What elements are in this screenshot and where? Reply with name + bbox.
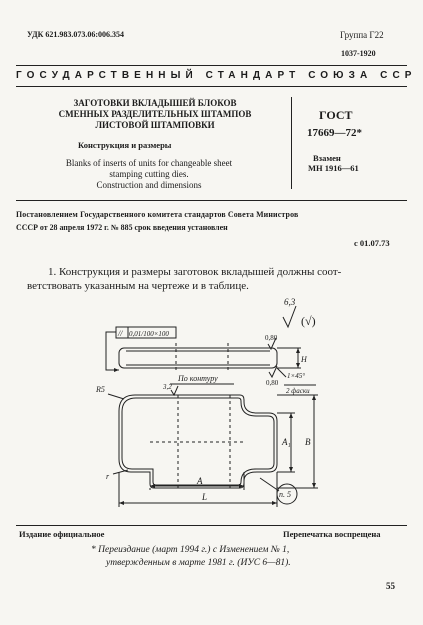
group-code: Группа Г22 [340, 30, 384, 40]
subtitle-russian: Конструкция и размеры [78, 140, 172, 150]
reissue-line-2: утвержденным в марте 1981 г. (ИУС 6—81). [106, 558, 291, 568]
roughness-top: 0,80 [265, 334, 278, 342]
page-number: 55 [386, 581, 395, 591]
chamfer-note: 1×45° [287, 372, 306, 380]
title-ru-line: ЛИСТОВОЙ ШТАМПОВКИ [95, 120, 215, 130]
footer-rule [16, 525, 407, 526]
tolerance-value: 0,01/100×100 [129, 330, 169, 338]
dim-B: B [305, 437, 311, 447]
clause-line-1: 1. Конструкция и размеры заготовок вкладышей должны соот- [48, 266, 342, 278]
dim-r: r [106, 472, 110, 481]
title-en-line: Blanks of inserts of units for changeable sheet [65, 158, 233, 168]
reissue-line-1: * Переиздание (март 1994 г.) с Изменением № 1, [91, 545, 290, 555]
dim-L: L [202, 492, 208, 502]
tolerance-symbol: // [118, 329, 123, 338]
clause-line-2: ветствовать указанным на чертеже и в таблице. [27, 280, 249, 292]
gost-number: 17669—72* [307, 127, 362, 139]
dim-A1: A₁ [282, 437, 291, 447]
official-edition: Издание официальное [19, 529, 105, 539]
note-circle-label: п. 5 [279, 490, 291, 499]
roughness-bottom: 0,80 [266, 379, 279, 387]
roughness-main-value: 6,3 [284, 297, 296, 307]
document-code: 1037-1920 [341, 49, 376, 58]
roughness-paren: (√) [301, 314, 316, 328]
state-standard-banner: ГОСУДАРСТВЕННЫЙ СТАНДАРТ СОЮЗА ССР [16, 70, 417, 81]
radius-R5: R5 [96, 385, 105, 394]
chamfer-count: 2 фаски [286, 387, 310, 395]
reprint-notice: Перепечатка воспрещена [283, 529, 381, 539]
dim-H: H [301, 355, 307, 364]
decree-line-2: СССР от 28 апреля 1972 г. № 885 срок введения установлен [16, 223, 228, 232]
roughness-symbol [283, 306, 296, 327]
replaces-label: Взамен [313, 153, 341, 163]
title-ru-line: СМЕННЫХ РАЗДЕЛИТЕЛЬНЫХ ШТАМПОВ [58, 109, 252, 119]
replaces-value: МН 1916—61 [308, 163, 359, 173]
roughness-contour: 3,2 [163, 383, 172, 391]
udk-code: УДК 621.983.073.06:006.354 [27, 30, 125, 39]
effective-date: с 01.07.73 [354, 238, 390, 248]
title-en-line: Construction and dimensions [96, 180, 202, 190]
contour-note: По контуру [178, 374, 218, 383]
dim-A: A [197, 476, 203, 486]
title-ru-line: ЗАГОТОВКИ ВКЛАДЫШЕЙ БЛОКОВ [73, 98, 237, 108]
gost-label: ГОСТ [319, 108, 353, 122]
decree-line-1: Постановлением Государственного комитета стандартов Совета Министров [16, 210, 299, 219]
title-en-line: stamping cutting dies. [109, 169, 189, 179]
